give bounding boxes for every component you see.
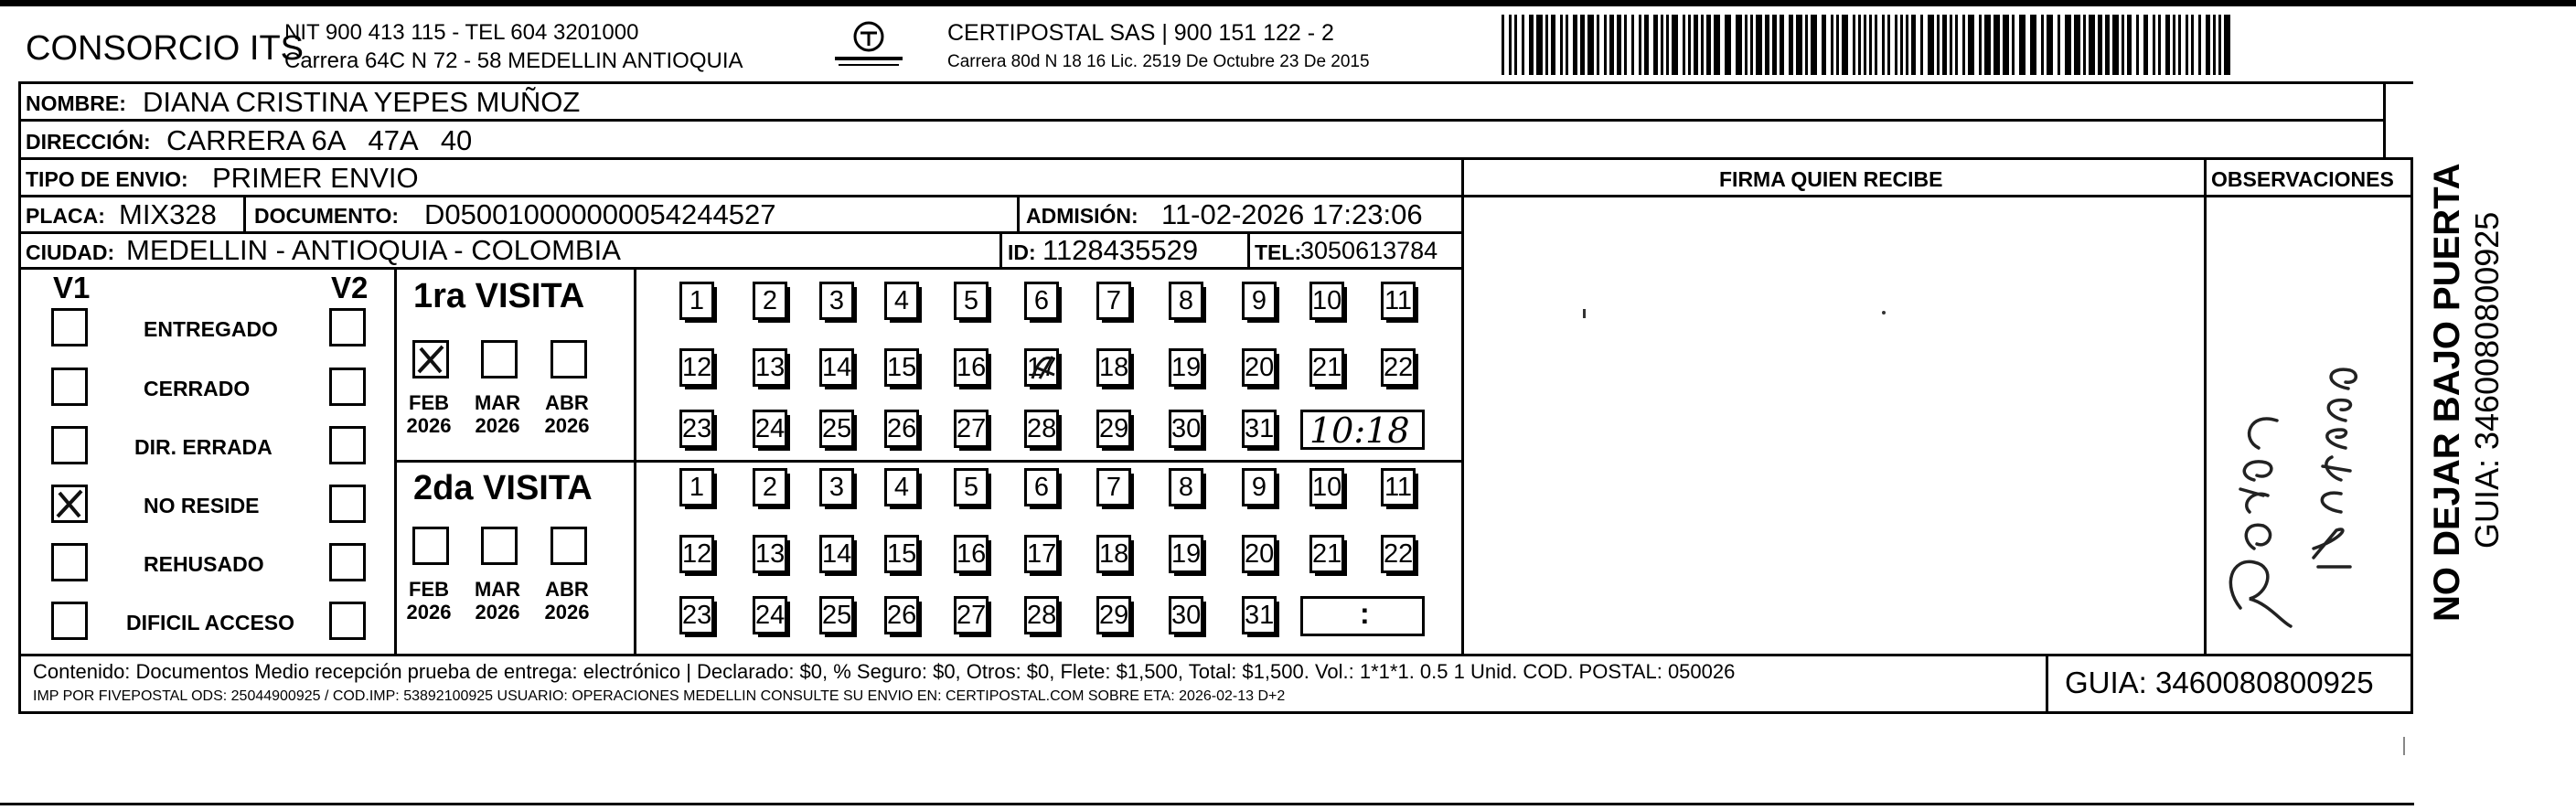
visita2-day-box[interactable]: 11	[1381, 468, 1416, 506]
visita2-month-label: MAR 2026	[474, 578, 521, 624]
v1-checkbox[interactable]	[51, 426, 88, 464]
tipo-envio-label: TIPO DE ENVIO:	[26, 167, 188, 191]
firma-area	[1464, 197, 2203, 655]
v2-checkbox[interactable]	[329, 543, 366, 581]
visita1-day-box[interactable]: 1	[679, 282, 714, 320]
bottom-border	[0, 803, 2414, 805]
visita2-month-checkbox[interactable]	[550, 527, 587, 565]
visita2-day-box[interactable]: 9	[1242, 468, 1277, 506]
ciudad-value: MEDELLIN - ANTIOQUIA - COLOMBIA	[126, 234, 621, 266]
visita1-day-box[interactable]: 4	[884, 282, 919, 320]
rule-ciudad-id	[999, 231, 1002, 267]
v1-label: V1	[53, 271, 91, 304]
carrier-line-1: CERTIPOSTAL SAS | 900 151 122 - 2	[947, 20, 1334, 46]
side-panel	[2421, 110, 2522, 622]
status-label: CERRADO	[144, 377, 251, 400]
rule-visita-split	[394, 460, 1464, 463]
visita1-day-box[interactable]: 24	[753, 410, 787, 448]
visita2-month-checkbox[interactable]	[412, 527, 449, 565]
rule-placa-doc	[243, 195, 246, 231]
visita1-day-box[interactable]: 21	[1309, 348, 1344, 387]
visita1-day-box[interactable]: 6	[1024, 282, 1059, 320]
visita1-day-box[interactable]: 12	[679, 348, 714, 387]
visita2-day-box[interactable]: 30	[1169, 596, 1203, 634]
status-label: REHUSADO	[144, 552, 264, 576]
visita2-day-box[interactable]: 16	[954, 535, 989, 573]
status-label: ENTREGADO	[144, 317, 278, 341]
visita1-day-box[interactable]: 5	[954, 282, 989, 320]
observaciones-label: OBSERVACIONES	[2211, 167, 2394, 191]
visita2-day-box[interactable]: 17	[1024, 535, 1059, 573]
visita1-month-checkbox[interactable]	[481, 340, 518, 378]
rule-row-1	[18, 119, 2386, 122]
documento-value: D050010000000054244527	[424, 198, 776, 230]
v2-label: V2	[331, 271, 369, 304]
rule-bottom	[18, 711, 2413, 714]
direccion-label: DIRECCIÓN:	[26, 130, 151, 154]
v1-checkbox[interactable]	[51, 308, 88, 346]
visita2-day-box[interactable]: 10	[1309, 468, 1344, 506]
placa-label: PLACA:	[26, 204, 105, 228]
visita1-day-box[interactable]: 15	[884, 348, 919, 387]
visita1-day-box[interactable]: 16	[954, 348, 989, 387]
admision-label: ADMISIÓN:	[1026, 204, 1138, 228]
visita1-day-box[interactable]: 31	[1242, 410, 1277, 448]
rule-top	[18, 81, 2413, 84]
visita1-month-checkbox[interactable]	[412, 340, 449, 378]
rule-doc-adm	[1017, 195, 1020, 231]
visita2-day-box[interactable]: 7	[1096, 468, 1131, 506]
visita1-day-box[interactable]: 8	[1169, 282, 1203, 320]
visita2-day-box[interactable]: 24	[753, 596, 787, 634]
v1-checkbox[interactable]	[51, 543, 88, 581]
visita2-month-label: FEB 2026	[406, 578, 452, 624]
visita2-day-box[interactable]: 2	[753, 468, 787, 506]
visita2-day-box[interactable]: 13	[753, 535, 787, 573]
visita1-day-box[interactable]: 18	[1096, 348, 1131, 387]
certipostal-logo	[828, 20, 910, 71]
side-title: NO DEJAR BAJO PUERTA	[2427, 163, 2467, 622]
visita2-day-box[interactable]: 5	[954, 468, 989, 506]
rule-left	[18, 81, 21, 713]
visita1-day-box[interactable]: 19	[1169, 348, 1203, 387]
rule-footer-guia	[2046, 656, 2048, 713]
footer-guia: GUIA: 3460080800925	[2065, 666, 2374, 699]
company-name: CONSORCIO ITS	[26, 29, 305, 68]
side-guia: GUIA: 3460080800925	[2468, 211, 2506, 549]
top-border	[0, 0, 2576, 6]
visita1-day-box[interactable]: 10	[1309, 282, 1344, 320]
rule-obs-left	[2204, 157, 2207, 656]
visita1-day-box[interactable]: 27	[954, 410, 989, 448]
visita2-day-box[interactable]: 27	[954, 596, 989, 634]
visita2-day-box[interactable]: 1	[679, 468, 714, 506]
tipo-envio-value: PRIMER ENVIO	[212, 162, 419, 194]
stray-mark	[2403, 737, 2405, 755]
visita1-day-box[interactable]: 7	[1096, 282, 1131, 320]
visita2-day-box[interactable]: 26	[884, 596, 919, 634]
firma-label: FIRMA QUIEN RECIBE	[1719, 167, 1943, 191]
v1-checkbox[interactable]	[51, 602, 88, 640]
visita2-day-box[interactable]: 29	[1096, 596, 1131, 634]
visita2-month-checkbox[interactable]	[481, 527, 518, 565]
v1-checkbox[interactable]	[51, 368, 88, 406]
visita1-month-label: ABR 2026	[544, 391, 590, 438]
visita2-day-box[interactable]: 18	[1096, 535, 1131, 573]
visita2-day-box[interactable]: 15	[884, 535, 919, 573]
nombre-label: NOMBRE:	[26, 91, 126, 115]
visita2-day-box[interactable]: 6	[1024, 468, 1059, 506]
visita1-day-box[interactable]: 2	[753, 282, 787, 320]
visita1-month-label: MAR 2026	[474, 391, 521, 438]
visita1-day-box[interactable]: 3	[819, 282, 854, 320]
status-label: DIFICIL ACCESO	[126, 611, 295, 634]
visita1-month-checkbox[interactable]	[550, 340, 587, 378]
visita2-day-box[interactable]: 8	[1169, 468, 1203, 506]
visita1-day-box[interactable]: 25	[819, 410, 854, 448]
observaciones-handwriting	[2213, 293, 2396, 640]
rule-right	[2410, 160, 2413, 713]
id-value: 1128435529	[1042, 234, 1199, 266]
visita2-month-label: ABR 2026	[544, 578, 590, 624]
company-line-2: Carrera 64C N 72 - 58 MEDELLIN ANTIOQUIA	[284, 48, 743, 73]
visita2-day-box[interactable]: 3	[819, 468, 854, 506]
tel-value: 3050613784	[1300, 237, 1438, 264]
documento-label: DOCUMENTO:	[254, 204, 400, 228]
visita2-time: :	[1360, 597, 1370, 630]
visita1-day-box[interactable]: 14	[819, 348, 854, 387]
status-label: DIR. ERRADA	[134, 435, 273, 459]
visita1-day-box[interactable]: 9	[1242, 282, 1277, 320]
id-label: ID:	[1008, 240, 1036, 264]
visita1-time: 10:18	[1309, 410, 1410, 451]
status-label: NO RESIDE	[144, 494, 260, 517]
v2-checkbox[interactable]	[329, 602, 366, 640]
visita1-day-box[interactable]: 30	[1169, 410, 1203, 448]
visita2-day-box[interactable]: 28	[1024, 596, 1059, 634]
direccion-value: CARRERA 6A 47A 40	[166, 124, 473, 156]
admision-value: 11-02-2026 17:23:06	[1161, 198, 1423, 230]
footer-content-line: Contenido: Documentos Medio recepción prueba de entrega: electrónico | Declarado: $0, % Seguro: $0, Otros: $0, Flete: $1,500, Total: $1,500. Vol.: 1*1*1. 0.5 1 Unid. COD. POSTAL: 050026	[33, 660, 1736, 683]
rule-id-tel	[1247, 231, 1250, 267]
tel-label: TEL:	[1255, 240, 1302, 264]
visita2-day-box[interactable]: 25	[819, 596, 854, 634]
visita1-day-box[interactable]: 17	[1024, 348, 1059, 387]
visita1-day-box[interactable]: 29	[1096, 410, 1131, 448]
visita1-day-box[interactable]: 20	[1242, 348, 1277, 387]
v1-checkbox[interactable]	[51, 485, 88, 523]
visita1-day-box[interactable]: 22	[1381, 348, 1416, 387]
visita1-day-box[interactable]: 13	[753, 348, 787, 387]
visita1-title: 1ra VISITA	[413, 277, 585, 315]
v2-checkbox[interactable]	[329, 368, 366, 406]
visita1-day-box[interactable]: 11	[1381, 282, 1416, 320]
rule-row-2	[18, 157, 2413, 160]
placa-value: MIX328	[119, 198, 217, 230]
visita1-day-box[interactable]: 26	[884, 410, 919, 448]
visita2-day-box[interactable]: 4	[884, 468, 919, 506]
v2-checkbox[interactable]	[329, 485, 366, 523]
visita2-day-box[interactable]: 14	[819, 535, 854, 573]
nombre-value: DIANA CRISTINA YEPES MUÑOZ	[143, 86, 581, 118]
visita2-day-box[interactable]: 21	[1309, 535, 1344, 573]
v2-checkbox[interactable]	[329, 426, 366, 464]
visita1-day-box[interactable]: 28	[1024, 410, 1059, 448]
visita2-day-box[interactable]: 19	[1169, 535, 1203, 573]
visita2-title: 2da VISITA	[413, 469, 593, 507]
visita2-day-box[interactable]: 12	[679, 535, 714, 573]
visita2-day-box[interactable]: 31	[1242, 596, 1277, 634]
visita2-day-box[interactable]: 20	[1242, 535, 1277, 573]
v2-checkbox[interactable]	[329, 308, 366, 346]
carrier-line-2: Carrera 80d N 18 16 Lic. 2519 De Octubre 23 De 2015	[947, 52, 1370, 71]
footer-imp-line: IMP POR FIVEPOSTAL ODS: 25044900925 / COD.IMP: 53892100925 USUARIO: OPERACIONES MEDELLIN CONSULTE SU ENVIO EN: CERTIPOSTAL.COM SOBRE ETA: 2026-02-13 D+2	[33, 688, 1286, 704]
visita2-day-box[interactable]: 22	[1381, 535, 1416, 573]
company-line-1: NIT 900 413 115 - TEL 604 3201000	[284, 20, 639, 45]
barcode	[1500, 13, 2231, 77]
ciudad-label: CIUDAD:	[26, 240, 115, 264]
visita1-day-box[interactable]: 23	[679, 410, 714, 448]
visita1-month-label: FEB 2026	[406, 391, 452, 438]
visita2-day-box[interactable]: 23	[679, 596, 714, 634]
rule-row-5	[18, 267, 1463, 270]
